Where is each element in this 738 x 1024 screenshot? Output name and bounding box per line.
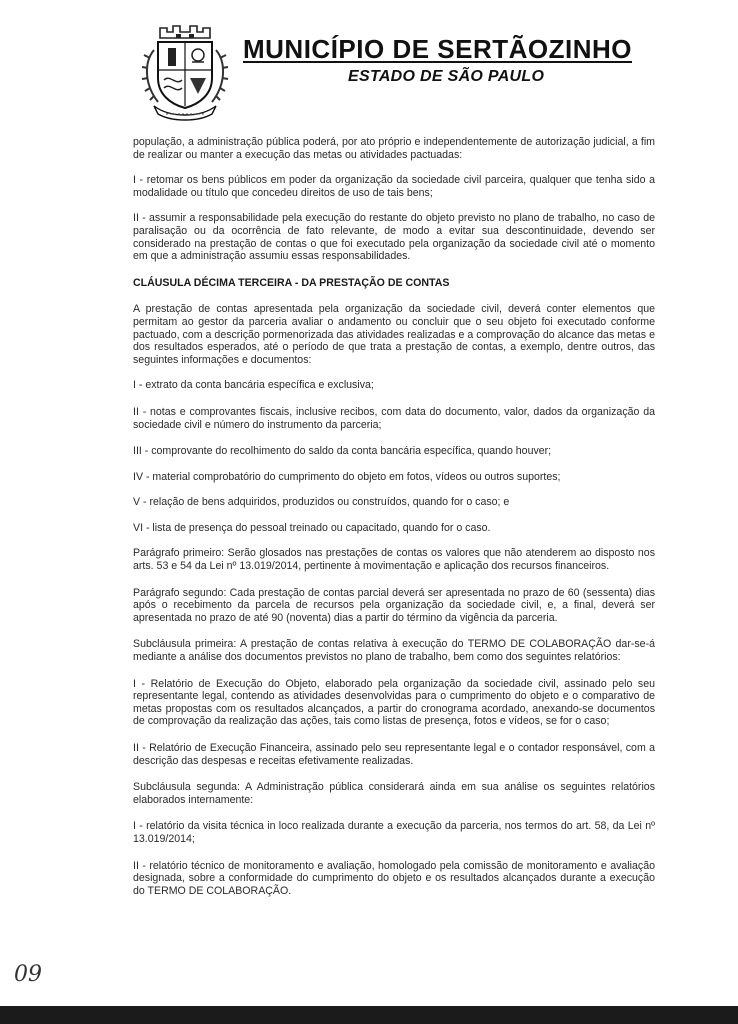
paragraph: Subcláusula segunda: A Administração pública considerará ainda em sua análise os seguintes relatórios elaborados internamente: <box>133 781 655 806</box>
handwritten-page-number: 09 <box>14 962 42 987</box>
paragraph: II - relatório técnico de monitoramento e avaliação, homologado pela comissão de monitoramento e avaliação designada, sobre a conformidade do cumprimento do objeto e os resultados alcançados durante a execução do TERMO DE COLABORAÇÃO. <box>133 859 655 897</box>
list-item: I - extrato da conta bancária específica e exclusiva; <box>133 379 374 392</box>
clause-heading: CLÁUSULA DÉCIMA TERCEIRA - DA PRESTAÇÃO DE CONTAS <box>133 276 450 289</box>
paragraph: I - retomar os bens públicos em poder da organização da sociedade civil parceira, qualquer que tenha sido a modalidade ou título que concedeu direitos de uso de tais bens; <box>133 174 655 199</box>
letterhead <box>140 22 700 122</box>
municipal-coat-of-arms <box>140 22 230 122</box>
list-item: V - relação de bens adquiridos, produzidos ou construídos, quando for o caso; e <box>133 496 510 509</box>
scan-bottom-edge <box>0 1006 738 1024</box>
paragraph: Parágrafo primeiro: Serão glosados nas prestações de contas os valores que não atenderem ao disposto nos arts. 53 e 54 da Lei nº 13.019/2014, pertinente à movimentação e aplicação dos recursos financeiros. <box>133 547 655 573</box>
list-item: III - comprovante do recolhimento do saldo da conta bancária específica, quando houver; <box>133 445 552 458</box>
list-item: II - notas e comprovantes fiscais, inclusive recibos, com data do documento, valor, dados da organização da sociedade civil e número do instrumento da parceria; <box>133 405 655 431</box>
paragraph: II - assumir a responsabilidade pela execução do restante do objeto previsto no plano de trabalho, no caso de paralisação ou da ocorrência de fato relevante, de modo a evitar sua descontinuidade, devendo ser considerado na prestação de contas o que foi executado pela organização da sociedade civil até o momento em que a administração assumiu essas responsabilidades. <box>133 212 655 263</box>
document-body <box>133 136 655 897</box>
state-subtitle: ESTADO DE SÃO PAULO <box>348 68 545 85</box>
paragraph: I - relatório da visita técnica in loco realizada durante a execução da parceria, nos termos do art. 58, da Lei nº 13.019/2014; <box>133 820 655 845</box>
list-item: VI - lista de presença do pessoal treinado ou capacitado, quando for o caso. <box>133 521 491 534</box>
paragraph: população, a administração pública poderá, por ato próprio e independentemente de autorização judicial, a fim de realizar ou manter a execução das metas ou atividades pactuadas: <box>133 136 655 161</box>
paragraph: I - Relatório de Execução do Objeto, elaborado pela organização da sociedade civil, assinado pelo seu representante legal, contendo as atividades desenvolvidas para o cumprimento do objeto e o comparativo de metas propostas com os resultados alcançados, a partir do cronograma acordado, anexando-se documentos de comprovação da realização das ações, tais como listas de presença, fotos e vídeos, se for o caso; <box>133 677 655 728</box>
paragraph: Subcláusula primeira: A prestação de contas relativa à execução do TERMO DE COLABORAÇÃO dar-se-á mediante a análise dos documentos previstos no plano de trabalho, bem como dos seguintes relatórios: <box>133 638 655 664</box>
municipality-title: MUNICÍPIO DE SERTÃOZINHO <box>243 34 633 64</box>
paragraph: Parágrafo segundo: Cada prestação de contas parcial deverá ser apresentada no prazo de 60 (sessenta) dias após o recebimento da parcela de recursos pela organização da sociedade civil, e, a final, deverá ser apresentada no prazo de até 90 (noventa) dias a partir do término da vigência da parceria. <box>133 586 655 624</box>
paragraph: A prestação de contas apresentada pela organização da sociedade civil, deverá conter elementos que permitam ao gestor da parceria avaliar o andamento ou concluir que o seu objeto foi executado conforme pactuado, com a descrição pormenorizada das atividades realizadas e a comprovação do alcance das metas e dos resultados esperados, até o período de que trata a prestação de contas, a exemplo, dentre outros, das seguintes informações e documentos: <box>133 303 655 366</box>
paragraph: II - Relatório de Execução Financeira, assinado pelo seu representante legal e o contador responsável, com a descrição das despesas e receitas efetivamente realizadas. <box>133 742 655 767</box>
list-item: IV - material comprobatório do cumprimento do objeto em fotos, vídeos ou outros suportes; <box>133 470 561 483</box>
